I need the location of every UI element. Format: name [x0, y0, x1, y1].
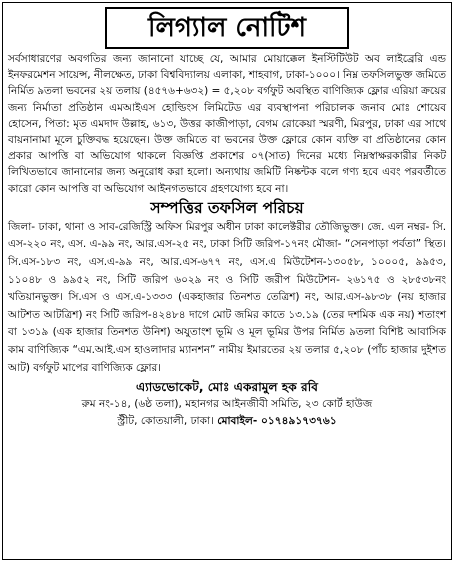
- advocate-mobile: মোবাইল- ০১৭৪৯১৭৩৭৬১: [217, 415, 337, 428]
- advocate-address-line1: রুম নং-১৪, (৬ষ্ঠ তলা), মহানগর আইনজীবী সমিতি, ২৩ কোর্ট হাউজ: [81, 398, 373, 411]
- advocate-address-line2: স্ট্রীট, কোতয়ালী, ঢাকা।: [117, 415, 214, 428]
- notice-body: সর্বসাধারণের অবগতির জন্য জানানো যাচ্ছে যে, আমার মোয়াক্কেল ইনস্টিটিউট অব লাইব্রেরি এন্ড ইনফরমেশন সায়েন্স, নীলক্ষেত, ঢাকা বিশ্ববিদ্যালয় এলাকা, শাহবাগ, ঢাকা-১০০০। নিম্ন তফসিলভুক্ত জমিতে নির্মিত ৯তলা ভবনের ২য় তলায় (৪৫৭৬+৬৩২) = ৫,২০৮ বর্গফুট অবস্থিত বাণিজ্যিক ফ্লোর এরিয়া ক্রয়ের জন্য নির্মাতা প্রতিষ্ঠান এমআইএস হোল্ডিংস লিমিটেড এর ব্যবস্থাপনা পরিচালক জনাব মোঃ শোয়েব হোসেন, পিতা: মৃত এমদাদ উল্লাহ, ৬১৩, উত্তর কাজীপাড়া, বেগম রোকেয়া স্মরণী, মিরপুর, ঢাকা এর সাথে বায়নানামা মূলে চুক্তিবদ্ধ হয়েছেন। উক্ত জমিতে বা ভবনের উক্ত ফ্লোরে কোন ব্যক্তি বা প্রতিষ্ঠানের কোন প্রকার আপত্তি বা অভিযোগ থাকলে বিজ্ঞপ্তি প্রকাশের ০৭(সাত) দিনের মধ্যে নিম্নস্বাক্ষরকারীর নিকট লিখিতভাবে জানানোর জন্য অনুরোধ করা হলো। অন্যথায় জমিটি নিষ্কন্টক বলে গণ্য হবে এবং পরবর্তীতে কারো কোন আপত্তি বা অভিযোগ আইনগতভাবে গ্রহণযোগ্য হবে না।: [8, 53, 446, 195]
- notice-title: লিগ্যাল নোটিশ: [105, 7, 349, 49]
- advocate-address-line2-row: [3, 413, 451, 430]
- advocate-name: এ্যাডভোকেট, মোঃ একরামুল হক রবি: [135, 380, 319, 395]
- schedule-heading: সম্পত্তির তফসিল পরিচয়: [150, 198, 304, 217]
- schedule-body: জিলা- ঢাকা, থানা ও সাব-রেজিস্ট্রি অফিস মিরপুর অধীন ঢাকা কালেক্টরীর তৌজিভুক্ত। জে. এল নম্বর- সি. এস-২২০ নং, এস. এ-৯৯ নং, আর.এস-২৫ নং, ঢাকা সিটি জরিপ-১৭নং মৌজা- “সেনপাড়া পর্বতা” স্থিত। সি.এস-১৮৩ নং, এস.এ-৯৯ নং, আর.এস-৬৭৭ নং, এস.এ মিউটেশন-১৩০৫৮, ১০০০৫, ৯৯৫৩, ১১০৪৮ ও ৯৯৫২ নং, সিটি জরিপ ৬০২৯ নং ও সিটি জরীপ মিউটেশন- ২৬১৭৫ ও ২৮৫৩৮নং খতিয়ানভুক্ত। সি.এস ও এস.এ-১৩৩৩ (একহাজার তিনশত তেত্রিশ) নং, আর.এস-৯৮৩৮ (নয় হাজার আটশত আটত্রিশ) নং সিটি জরিপ-৪২৪৮৪ দাগে মোট জমির কাতে ১৩.১৯ (তের দশমিক এক নয়) শতাংশ বা ১৩১৯ (এক হাজার তিনশত উনিশ) অযুতাংশ ভূমি ও মূল ভূমির উপর নির্মিত ৯তলা বিশিষ্ট আবাসিক কাম বাণিজ্যিক “এম.আই.এস হাওলাদার ম্যানশন” নামীয় ইমারতের ২য় তলার ৫,২০৮ (পাঁচ হাজার দুইশত আট) বর্গফুট মাপের বাণিজ্যিক ফ্লোর।: [8, 220, 446, 374]
- legal-notice-advertisement: [2, 2, 452, 560]
